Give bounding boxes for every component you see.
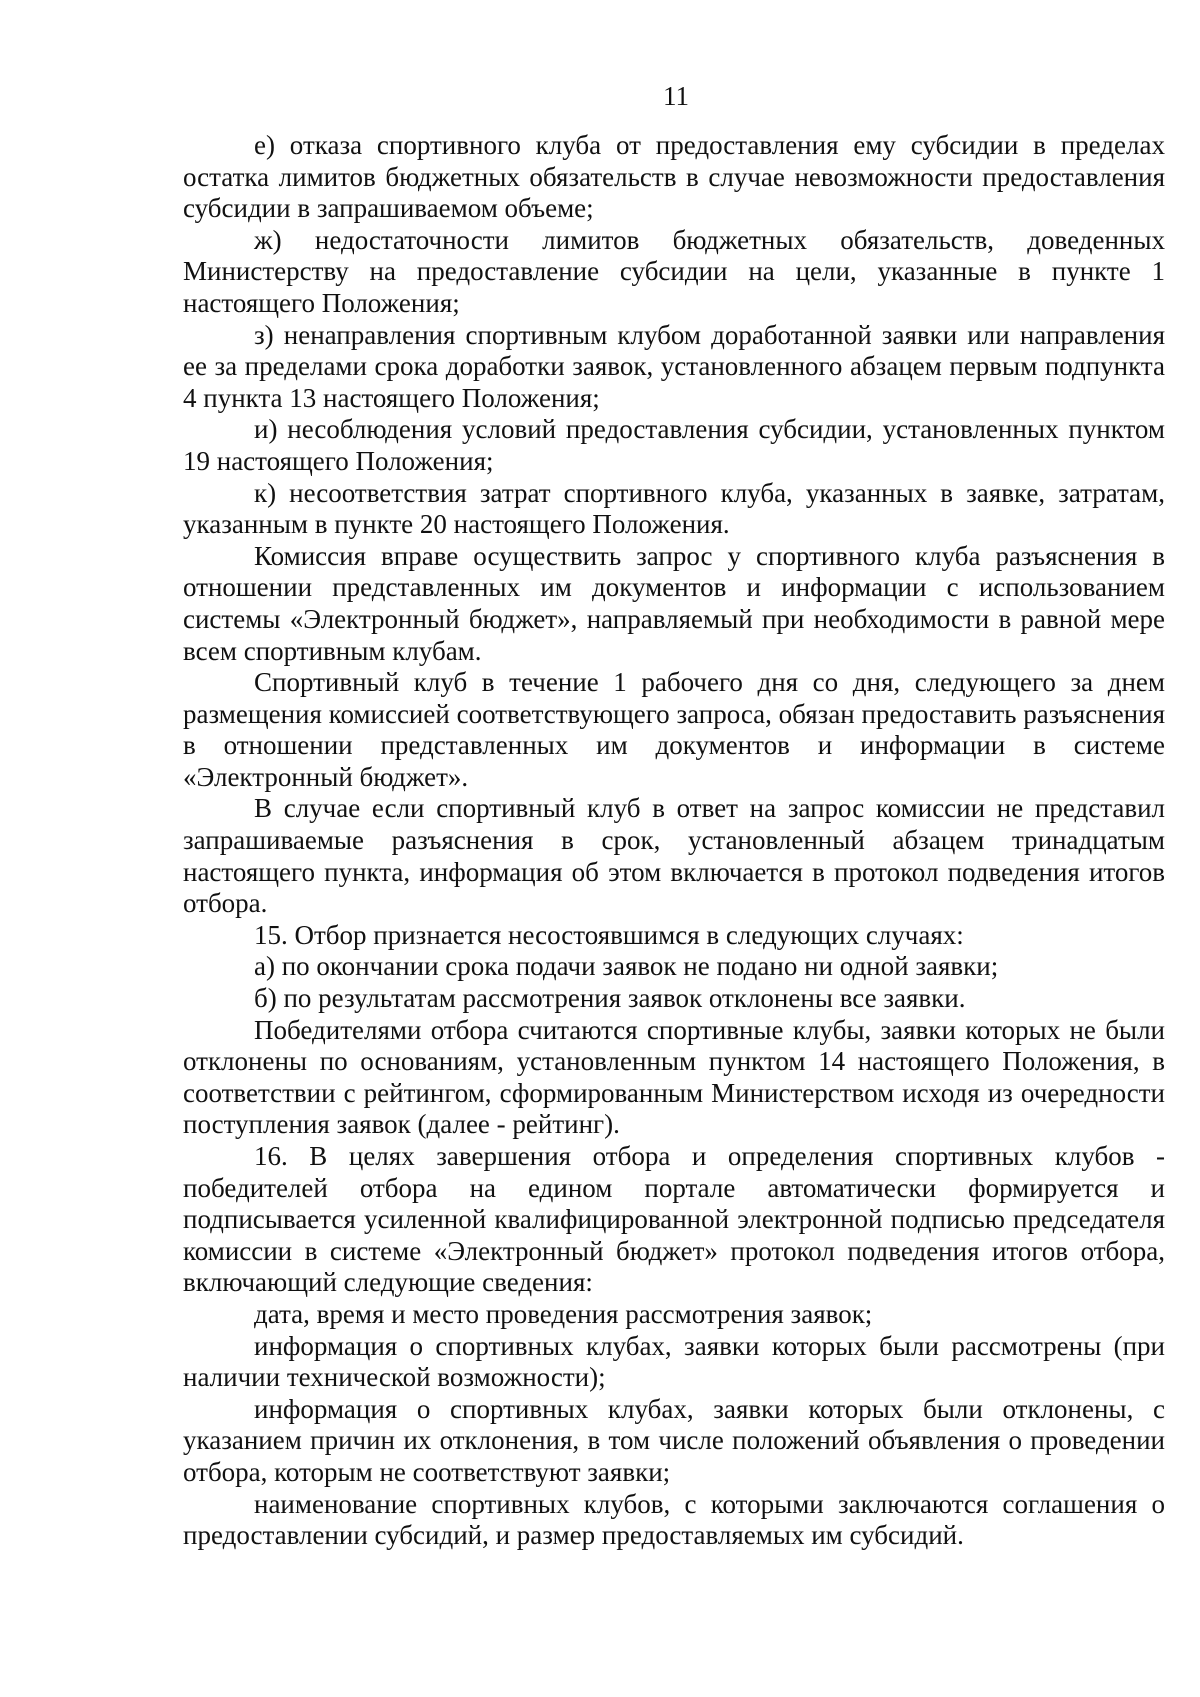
paragraph-protocol-agreements: наименование спортивных клубов, с которыми заключаются соглашения о предоставлении субсидий, и размер предоставляемых им субсидий. (183, 1488, 1165, 1551)
paragraph-i-noncompliance: и) несоблюдения условий предоставления субсидии, установленных пунктом 19 настоящего Положения; (183, 414, 1165, 476)
paragraph-16-protocol: 16. В целях завершения отбора и определения спортивных клубов - победителей отбора на едином портале автоматически формируется и подписывается усиленной квалифицированной электронной подписью председателя комиссии в системе «Электронный бюджет» протокол подведения итогов отбора, включающий следующие сведения: (183, 1141, 1165, 1298)
paragraph-e-refusal: е) отказа спортивного клуба от предоставления ему субсидии в пределах остатка лимитов бюджетных обязательств в случае невозможности предоставления субсидии в запрашиваемом объеме; (183, 130, 1165, 224)
paragraph-15-b: б) по результатам рассмотрения заявок отклонены все заявки. (254, 983, 966, 1014)
paragraph-commission-request: Комиссия вправе осуществить запрос у спортивного клуба разъяснения в отношении представленных им документов и информации с использованием системы «Электронный бюджет», направляемый при необходимости в равной мере всем спортивным клубам. (183, 540, 1165, 666)
paragraph-club-response-deadline: Спортивный клуб в течение 1 рабочего дня со дня, следующего за днем размещения комиссией соответствующего запроса, обязан предоставить разъяснения в отношении представленных им документов и информации в системе «Электронный бюджет». (183, 667, 1165, 792)
paragraph-protocol-reviewed: информация о спортивных клубах, заявки которых были рассмотрены (при наличии технической возможности); (183, 1330, 1165, 1393)
paragraph-zh-insufficient-limits: ж) недостаточности лимитов бюджетных обязательств, доведенных Министерству на предоставление субсидии на цели, указанные в пункте 1 настоящего Положения; (183, 224, 1165, 318)
paragraph-z-no-revised-application: з) ненаправления спортивным клубом доработанной заявки или направления ее за пределами срока доработки заявок, установленного абзацем первым подпункта 4 пункта 13 настоящего Положения; (183, 319, 1165, 413)
paragraph-k-cost-mismatch: к) несоответствия затрат спортивного клуба, указанных в заявке, затратам, указанным в пункте 20 настоящего Положения. (183, 477, 1165, 540)
paragraph-protocol-rejected: информация о спортивных клубах, заявки которых были отклонены, с указанием причин их отклонения, в том числе положений объявления о проведении отбора, которым не соответствуют заявки; (183, 1393, 1165, 1487)
paragraph-no-response: В случае если спортивный клуб в ответ на запрос комиссии не представил запрашиваемые разъяснения в срок, установленный абзацем тринадцатым настоящего пункта, информация об этом включается в протокол подведения итогов отбора. (183, 793, 1165, 919)
body-text (183, 130, 1165, 1552)
page-number: 11 (663, 81, 689, 111)
paragraph-15-a: а) по окончании срока подачи заявок не подано ни одной заявки; (254, 951, 999, 982)
paragraph-15-failed-selection: 15. Отбор признается несостоявшимся в следующих случаях: (254, 919, 964, 950)
paragraph-protocol-date: дата, время и место проведения рассмотрения заявок; (254, 1298, 873, 1329)
paragraph-winners-rating: Победителями отбора считаются спортивные клубы, заявки которых не были отклонены по основаниям, установленным пунктом 14 настоящего Положения, в соответствии с рейтингом, сформированным Министерством исходя из очередности поступления заявок (далее - рейтинг). (183, 1014, 1165, 1140)
